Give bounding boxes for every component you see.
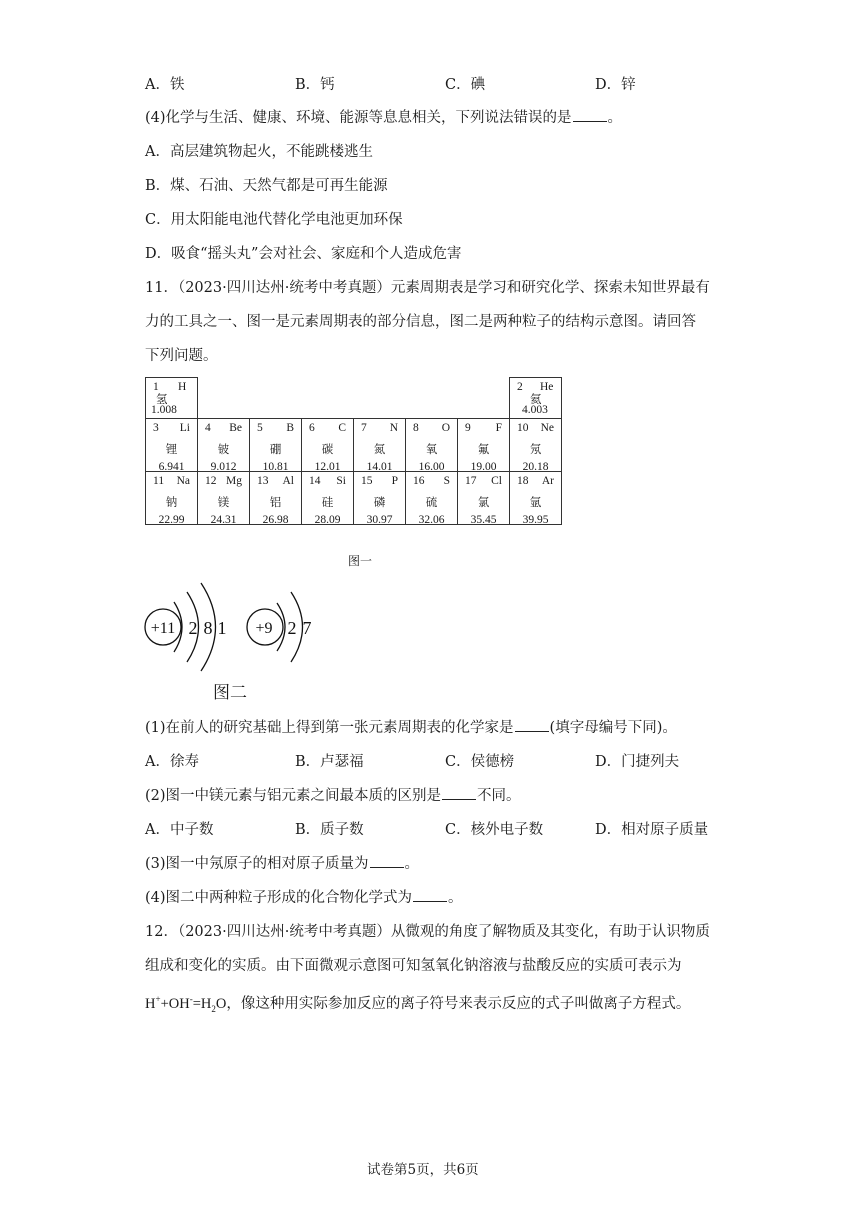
q11-sub2-option-d: D．相对原子质量 xyxy=(595,822,709,838)
element-name: 氢 xyxy=(156,394,168,406)
element-cell: 17 Cl 氯 35.45 xyxy=(458,472,510,525)
stem-end: 不同。 xyxy=(477,788,521,804)
figure-1-caption: 图一 xyxy=(348,554,373,568)
answer-blank[interactable] xyxy=(413,887,447,902)
answer-blank[interactable] xyxy=(515,717,549,732)
q11-sub1-option-c: C．侯德榜 xyxy=(445,754,515,770)
q11-sub1-option-a: A．徐寿 xyxy=(145,754,199,770)
element-cell-he xyxy=(510,378,562,419)
element-cell: 13 Al 铝 26.98 xyxy=(250,472,302,525)
element-symbol: H xyxy=(178,381,187,393)
stem-text: (4)图二中两种粒子形成的化合物化学式为 xyxy=(145,890,413,906)
element-cell: 9 F 氟 19.00 xyxy=(458,419,510,472)
ionic-equation: $H^++OH^-=H_2O$ xyxy=(145,994,227,1014)
q3-option-d: D．锌 xyxy=(595,77,636,93)
q11-sub1-stem xyxy=(145,716,677,737)
answer-blank[interactable] xyxy=(370,853,404,868)
element-cell: 3 Li 锂 6.941 xyxy=(146,419,198,472)
q12-line-3-text: ，像这种用实际参加反应的离子符号来表示反应的式子叫做离子方程式。 xyxy=(226,996,691,1012)
stem-end: 。 xyxy=(404,856,420,872)
element-cell: 14 Si 硅 28.09 xyxy=(302,472,354,525)
q11-line-1: 11．（2023·四川达州·统考中考真题）元素周期表是学习和研究化学、探索未知世界最有 xyxy=(145,280,710,296)
q11-sub2-option-c: C．核外电子数 xyxy=(445,822,544,838)
element-cell: 12 Mg 镁 24.31 xyxy=(198,472,250,525)
q4-option-a: A．高层建筑物起火，不能跳楼逃生 xyxy=(145,144,373,160)
q11-line-2: 力的工具之一、图一是元素周期表的部分信息，图二是两种粒子的结构示意图。请回答 xyxy=(145,314,696,330)
element-name: 氦 xyxy=(530,394,542,406)
periodic-table xyxy=(145,377,562,525)
stem-text: (1)在前人的研究基础上得到第一张元素周期表的化学家是 xyxy=(145,720,514,736)
q11-sub4-stem xyxy=(145,886,463,907)
answer-blank[interactable] xyxy=(573,107,607,122)
q11-sub1-option-b: B．卢瑟福 xyxy=(295,754,364,770)
q11-line-3: 下列问题。 xyxy=(145,348,218,364)
shell-electrons: 2 xyxy=(287,618,297,638)
stem-text: (2)图一中镁元素与铝元素之间最本质的区别是 xyxy=(145,788,442,804)
q11-sub2-option-a: A．中子数 xyxy=(145,822,214,838)
element-cell: 15 P 磷 30.97 xyxy=(354,472,406,525)
shell-arc xyxy=(277,603,285,651)
element-cell-h xyxy=(146,378,198,419)
element-cell: 16 S 硫 32.06 xyxy=(406,472,458,525)
element-cell: 8 O 氧 16.00 xyxy=(406,419,458,472)
q4-option-d: D．吸食“摇头丸”会对社会、家庭和个人造成危害 xyxy=(145,246,462,262)
q4-stem-text: (4)化学与生活、健康、环境、能源等息息相关，下列说法错误的是 xyxy=(145,110,572,126)
q12-line-2: 组成和变化的实质。由下面微观示意图可知氢氧化钠溶液与盐酸反应的实质可表示为 xyxy=(145,958,682,974)
atomic-number: 2 xyxy=(517,381,523,393)
atomic-number: 1 xyxy=(153,381,159,393)
element-cell: 5 B 硼 10.81 xyxy=(250,419,302,472)
q4-option-b: B．煤、石油、天然气都是可再生能源 xyxy=(145,178,388,194)
q11-sub3-stem xyxy=(145,852,419,873)
nucleus-charge: +11 xyxy=(150,620,176,637)
atomic-mass: 4.003 xyxy=(522,404,548,416)
atomic-mass: 1.008 xyxy=(151,404,177,416)
shell-electrons: 1 xyxy=(217,618,227,638)
q4-stem-end: 。 xyxy=(607,110,623,126)
q3-option-c: C．碘 xyxy=(445,77,486,93)
q11-sub1-option-d: D．门捷列夫 xyxy=(595,754,680,770)
q12-line-1: 12．（2023·四川达州·统考中考真题）从微观的角度了解物质及其变化，有助于认识物质 xyxy=(145,924,710,940)
element-cell: 11 Na 钠 22.99 xyxy=(146,472,198,525)
q3-option-b: B．钙 xyxy=(295,77,335,93)
nucleus-charge: +9 xyxy=(255,620,273,637)
element-cell: 4 Be 铍 9.012 xyxy=(198,419,250,472)
figure-2-caption: 图二 xyxy=(213,683,247,703)
atom-structure-diagram xyxy=(140,578,340,678)
stem-text: (3)图一中氖原子的相对原子质量为 xyxy=(145,856,369,872)
shell-electrons: 8 xyxy=(203,618,213,638)
element-cell: 18 Ar 氩 39.95 xyxy=(510,472,562,525)
q4-stem xyxy=(145,106,622,127)
answer-blank[interactable] xyxy=(442,785,476,800)
q11-sub2-option-b: B．质子数 xyxy=(295,822,364,838)
stem-end: (填字母编号下同)。 xyxy=(549,720,677,736)
page-footer: 试卷第5页，共6页 xyxy=(367,1162,479,1178)
q4-option-c: C．用太阳能电池代替化学电池更加环保 xyxy=(145,212,403,228)
element-symbol: He xyxy=(540,381,554,393)
q11-sub2-stem xyxy=(145,784,521,805)
element-cell: 10 Ne 氖 20.18 xyxy=(510,419,562,472)
stem-end: 。 xyxy=(448,890,463,906)
q3-option-a: A．铁 xyxy=(145,77,185,93)
shell-electrons: 2 xyxy=(188,618,198,638)
element-cell: 7 N 氮 14.01 xyxy=(354,419,406,472)
element-cell: 6 C 碳 12.01 xyxy=(302,419,354,472)
q12-line-3 xyxy=(145,992,690,1014)
shell-electrons: 7 xyxy=(302,618,312,638)
